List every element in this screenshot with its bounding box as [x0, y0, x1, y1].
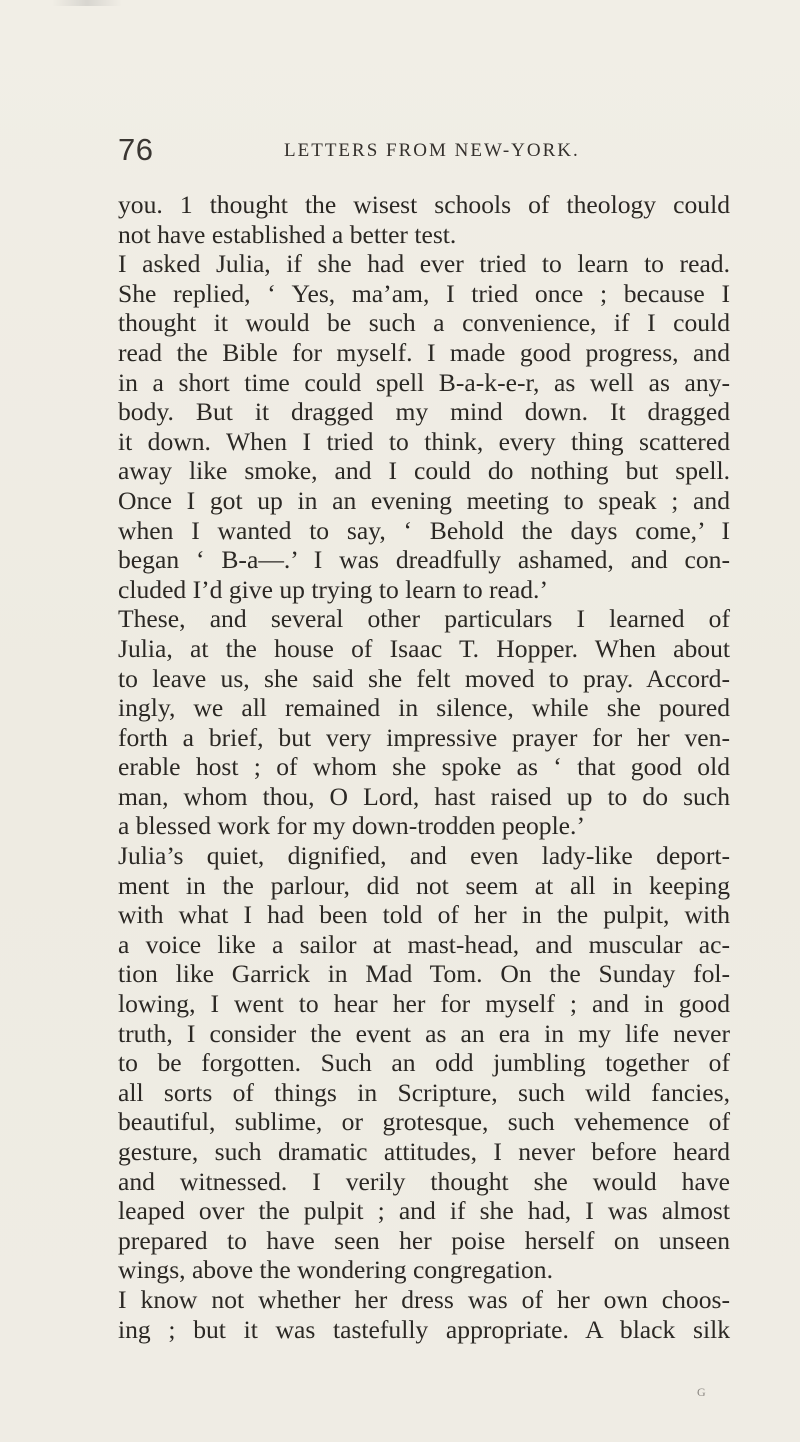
text-line: and witnessed. I verily thought she would have — [118, 1166, 730, 1196]
text-line: These, and several other particulars I learned of — [118, 604, 730, 634]
text-line: when I wanted to say, ‘ Behold the days come,’ I — [118, 515, 730, 545]
text-line: in a short time could spell B-a-k-e-r, as well as any- — [118, 367, 730, 397]
text-line: read the Bible for myself. I made good progress, and — [118, 337, 730, 367]
text-line: She replied, ‘ Yes, ma’am, I tried once ; because I — [118, 278, 730, 308]
text-line: to leave us, she said she felt moved to pray. Accord- — [118, 663, 730, 693]
text-line: man, whom thou, O Lord, hast raised up to do such — [118, 781, 730, 811]
text-line: you. 1 thought the wisest schools of theology could — [118, 190, 730, 219]
running-head: LETTERS FROM NEW-YORK. — [284, 140, 580, 161]
text-line: a blessed work for my down-trodden people.’ — [118, 811, 585, 841]
text-line: a voice like a sailor at mast-head, and muscular ac- — [118, 929, 730, 959]
signature-mark: G — [697, 1385, 706, 1399]
text-line: not have established a better test. — [118, 219, 457, 249]
text-line: ment in the parlour, did not seem at all in keeping — [118, 870, 730, 900]
text-line: gesture, such dramatic attitudes, I never before heard — [118, 1137, 730, 1166]
text-line: forth a brief, but very impressive prayer for her ven- — [118, 722, 730, 752]
text-line: all sorts of things in Scripture, such wild fancies, — [118, 1077, 730, 1107]
text-line: lowing, I went to hear her for myself ; and in good — [118, 989, 730, 1019]
page-header — [118, 130, 730, 170]
text-line: leaped over the pulpit ; and if she had, I was almost — [118, 1196, 730, 1226]
text-line: wings, above the wondering congregation. — [118, 1255, 553, 1285]
text-line: truth, I consider the event as an era in my life never — [118, 1018, 730, 1048]
text-line: it down. When I tried to think, every thing scattered — [118, 426, 730, 456]
text-line: with what I had been told of her in the pulpit, with — [118, 900, 730, 930]
text-line: tion like Garrick in Mad Tom. On the Sunday fol- — [118, 959, 730, 989]
text-line: erable host ; of whom she spoke as ‘ that good old — [118, 752, 730, 782]
text-line: I asked Julia, if she had ever tried to learn to read. — [118, 249, 730, 279]
text-line: Once I got up in an evening meeting to speak ; and — [118, 485, 730, 515]
text-line: to be forgotten. Such an odd jumbling together of — [118, 1048, 730, 1078]
page-edge-shadow — [52, 0, 122, 6]
body-text — [118, 190, 730, 1344]
text-line: prepared to have seen her poise herself on unseen — [118, 1225, 730, 1255]
text-line: away like smoke, and I could do nothing but spell. — [118, 456, 730, 486]
page-number: 76 — [118, 132, 154, 167]
text-line: body. But it dragged my mind down. It dragged — [118, 397, 730, 427]
text-line: thought it would be such a convenience, if I could — [118, 308, 730, 338]
text-line: beautiful, sublime, or grotesque, such vehemence of — [118, 1107, 730, 1137]
text-line: ing ; but it was tastefully appropriate. A black silk — [118, 1314, 730, 1344]
text-line: I know not whether her dress was of her own choos- — [118, 1284, 730, 1314]
text-line: Julia, at the house of Isaac T. Hopper. When about — [118, 633, 730, 663]
text-line: ingly, we all remained in silence, while she poured — [118, 693, 730, 723]
text-line: cluded I’d give up trying to learn to read.’ — [118, 574, 548, 604]
text-line: Julia’s quiet, dignified, and even lady-like deport- — [118, 841, 730, 871]
text-line: began ‘ B-a—.’ I was dreadfully ashamed, and con- — [118, 545, 730, 575]
